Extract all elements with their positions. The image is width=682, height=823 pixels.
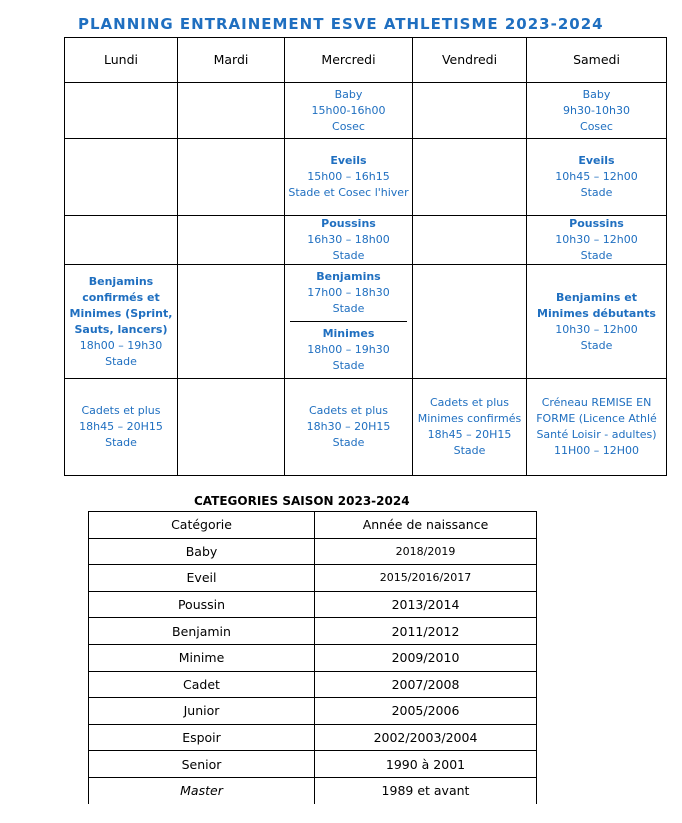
session-line: FORME (Licence Athlé (536, 412, 657, 425)
session-place: Stade (105, 436, 137, 449)
table-row (89, 618, 537, 645)
column-header-annee: Année de naissance (315, 512, 537, 539)
session-time: 10h30 – 12h00 (555, 233, 638, 246)
session-name: Baby (334, 87, 363, 101)
birth-years: 2009/2010 (315, 644, 537, 671)
category-name: Master (89, 777, 315, 803)
session-place: Cosec (580, 119, 613, 133)
session-time: 11H00 – 12H00 (553, 444, 640, 457)
column-header-categorie: Catégorie (89, 512, 315, 539)
cell-empty (178, 379, 285, 476)
categories-title: CATEGORIES SAISON 2023-2024 (194, 494, 410, 508)
session-benjamins-block (290, 269, 407, 322)
session-benjamins-minimes-samedi (527, 265, 667, 379)
session-place: Stade (580, 338, 613, 352)
session-baby-samedi (527, 83, 667, 139)
day-header-mardi: Mardi (178, 38, 285, 83)
category-name: Poussin (89, 591, 315, 618)
table-row (89, 644, 537, 671)
session-minimes-block (288, 322, 409, 374)
session-line: Benjamins (88, 274, 154, 288)
day-header-vendredi: Vendredi (413, 38, 527, 83)
cell-empty (178, 83, 285, 139)
session-time: 18h00 – 19h30 (79, 338, 163, 352)
planning-table (64, 37, 667, 476)
session-name: Baby (582, 87, 611, 101)
session-cadets-lundi (65, 379, 178, 476)
session-name: Cadets et plus (429, 396, 510, 409)
session-time: 10h45 – 12h00 (555, 170, 638, 183)
session-line: Minimes confirmés (417, 412, 522, 425)
category-name: Eveil (89, 565, 315, 592)
cell-empty (413, 265, 527, 379)
cell-empty (178, 139, 285, 216)
category-name: Cadet (89, 671, 315, 698)
category-name: Senior (89, 751, 315, 778)
session-cadets-vendredi (413, 379, 527, 476)
table-row (89, 591, 537, 618)
birth-years: 1989 et avant (315, 777, 537, 803)
session-name: Poussins (321, 217, 376, 230)
session-poussins-mercredi (285, 216, 413, 265)
cell-empty (413, 139, 527, 216)
cell-empty (65, 216, 178, 265)
session-place: Stade (332, 359, 365, 372)
birth-years: 2018/2019 (315, 538, 537, 565)
session-place: Stade (332, 249, 365, 262)
session-name: Eveils (330, 154, 367, 167)
session-place: Cosec (332, 119, 365, 133)
session-time: 17h00 – 18h30 (307, 286, 390, 299)
session-time: 10h30 – 12h00 (555, 322, 638, 336)
session-time: 9h30-10h30 (563, 103, 630, 117)
session-time: 18h45 – 20H15 (79, 420, 163, 433)
session-name: Cadets et plus (81, 404, 161, 417)
cell-empty (178, 265, 285, 379)
session-name: Minimes (322, 327, 375, 340)
day-header-lundi: Lundi (65, 38, 178, 83)
table-row (89, 698, 537, 725)
birth-years: 2015/2016/2017 (315, 565, 537, 592)
session-place: Stade (332, 436, 365, 449)
table-row (89, 724, 537, 751)
session-eveils-samedi (527, 139, 667, 216)
category-name: Espoir (89, 724, 315, 751)
session-name: Benjamins (316, 270, 381, 283)
session-name: Cadets et plus (308, 404, 389, 417)
session-place: Stade et Cosec l'hiver (288, 186, 409, 199)
session-poussins-samedi (527, 216, 667, 265)
session-baby-mercredi (285, 83, 413, 139)
session-name: Poussins (569, 217, 624, 230)
session-line: confirmés et (82, 290, 160, 304)
category-name: Minime (89, 644, 315, 671)
session-benjamins-minimes-lundi (65, 265, 178, 379)
session-place: Stade (332, 302, 365, 315)
session-time: 15h00-16h00 (311, 103, 386, 117)
session-cadets-mercredi (285, 379, 413, 476)
birth-years: 1990 à 2001 (315, 751, 537, 778)
birth-years: 2002/2003/2004 (315, 724, 537, 751)
session-time: 15h00 – 16h15 (307, 170, 390, 183)
cell-empty (413, 83, 527, 139)
session-time: 18h00 – 19h30 (307, 343, 390, 356)
session-line: Sauts, lancers) (74, 322, 168, 336)
table-row (89, 671, 537, 698)
categories-table (88, 511, 537, 804)
session-remise-en-forme-samedi (527, 379, 667, 476)
session-place: Stade (453, 444, 486, 457)
table-header-row (89, 512, 537, 539)
session-benjamins-minimes-mercredi (285, 265, 413, 379)
page-title: PLANNING ENTRAINEMENT ESVE ATHLETISME 2023-2024 (78, 15, 604, 33)
birth-years: 2013/2014 (315, 591, 537, 618)
cell-empty (413, 216, 527, 265)
session-line: Créneau REMISE EN (541, 396, 652, 409)
session-line: Santé Loisir - adultes) (536, 428, 657, 441)
session-line: Benjamins et (555, 290, 638, 304)
session-line: Minimes débutants (537, 306, 656, 320)
session-place: Stade (580, 249, 613, 262)
category-name: Benjamin (89, 618, 315, 645)
category-name: Baby (89, 538, 315, 565)
session-name: Eveils (578, 154, 615, 167)
session-place: Stade (105, 354, 137, 368)
session-line: Minimes (Sprint, (69, 306, 173, 320)
birth-years: 2007/2008 (315, 671, 537, 698)
day-header-samedi: Samedi (527, 38, 667, 83)
session-place: Stade (580, 186, 613, 199)
session-time: 18h45 – 20H15 (427, 428, 512, 441)
birth-years: 2011/2012 (315, 618, 537, 645)
category-name: Junior (89, 698, 315, 725)
table-row (89, 751, 537, 778)
birth-years: 2005/2006 (315, 698, 537, 725)
session-time: 16h30 – 18h00 (307, 233, 390, 246)
session-time: 18h30 – 20H15 (306, 420, 391, 433)
cell-empty (178, 216, 285, 265)
table-row (89, 565, 537, 592)
table-row (89, 538, 537, 565)
cell-empty (65, 139, 178, 216)
table-row (89, 777, 537, 803)
day-header-mercredi: Mercredi (285, 38, 413, 83)
session-eveils-mercredi (285, 139, 413, 216)
cell-empty (65, 83, 178, 139)
